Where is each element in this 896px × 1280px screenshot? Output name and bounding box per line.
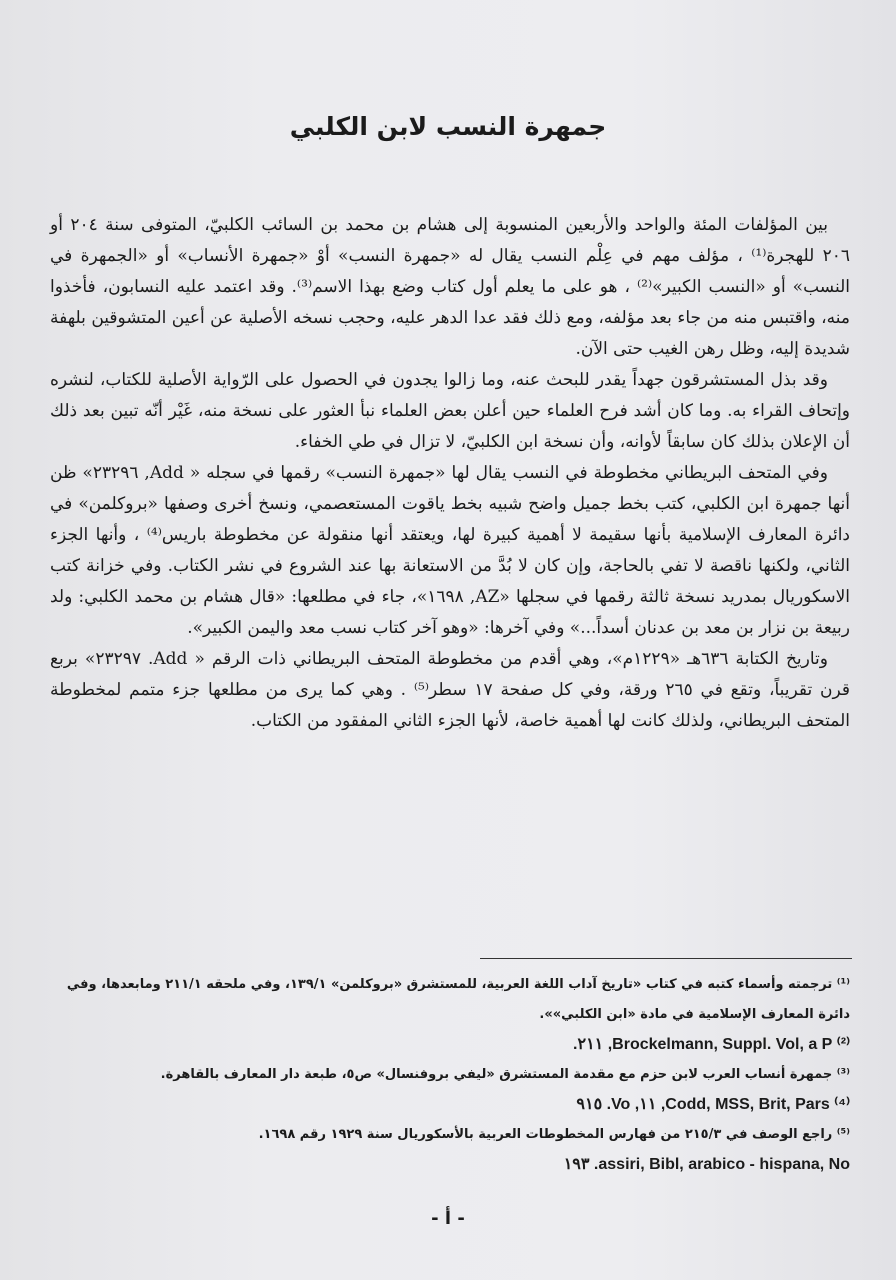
paragraph: وفي المتحف البريطاني مخطوطة في النسب يقال لها «جمهرة النسب» رقمها في سجله « Add, ٢٣٢٩٦» ظن أنها جمهرة ابن الكلبي، كتب بخط جميل واضح شبيه بخط ياقوت المستعصمي، ونسخ أخرى وصفها «بروكلمن» في دائرة المعارف الإسلامية بأنها سقيمة لا أهمية كبيرة لها، ويعتقد أنها منقولة عن مخطوطة باريس⁽⁴⁾ ، وأنها الجزء الثاني، ولكنها ناقصة لا تفي بالحاجة، وإن كان لا بُدَّ من الاستعانة بها عند الشروع في نشر الكتاب. وفي خزانة كتب الاسكوريال بمدريد نسخة ثالثة رقمها في سجلها «AZ, ١٦٩٨»، جاء في مطلعها: «قال هشام بن محمد الكلبي: ولد ربيعة بن نزار بن معد بن عدنان أسداً...» وفي آخرها: «وهو آخر كتاب نسب معد واليمن الكبير». <box>50 463 850 638</box>
footnote-divider <box>480 958 852 959</box>
footnotes <box>50 970 850 1180</box>
footnote: ⁽¹⁾ ترجمته وأسماء كتبه في كتاب «تاريخ آداب اللغة العربية، للمستشرق «بروكلمن» ١٣٩/١، وفي ملحقه ٢١١/١ ومابعدها، وفي دائرة المعارف الإسلامية في مادة «ابن الكلبي»». <box>66 977 850 1022</box>
paragraph: بين المؤلفات المئة والواحد والأربعين المنسوبة إلى هشام بن محمد بن السائب الكلبيّ، المتوفى سنة ٢٠٤ أو ٢٠٦ للهجرة⁽¹⁾ ، مؤلف مهم في عِلْم النسب يقال له «جمهرة النسب» أوْ «جمهرة الأنساب» أو «الجمهرة في النسب» أو «النسب الكبير»⁽²⁾ ، هو على ما يعلم أول كتاب وضع بهذا الاسم⁽³⁾. وقد اعتمد عليه النسابون، فأخذوا منه، واقتبس منه من جاء بعد مؤلفه، ومع ذلك فقد عدا الدهر عليه، وحجب نسخه الأصلية عن أعين المتشوقين بلهفة شديدة إليه، وظل رهن الغيب حتى الآن. <box>50 215 851 359</box>
page-number: - أ - <box>431 1208 465 1229</box>
footnote: ⁽²⁾ Brockelmann, Suppl. Vol, a P, ٢١١. <box>573 1036 850 1053</box>
footnote: ⁽⁴⁾ Codd, MSS, Brit, Pars, ١١, Vo. ٩١٥ <box>576 1096 850 1113</box>
paragraph: وقد بذل المستشرقون جهداً يقدر للبحث عنه، وما زالوا يجدون في الحصول على الرّواية الأصلية للكتاب، لنشره وإتحاف القراء به. وما كان أشد فرح العلماء حين أعلن بعض العلماء نبأ العثور على نسخة منه، غَيْر أنّه تبين بعد ذلك أن الإعلان بذلك كان سابقاً لأوانه، وأن نسخة ابن الكلبيّ، لا تزال في طي الخفاء. <box>50 370 850 452</box>
paragraph: وتاريخ الكتابة ٦٣٦هـ «١٢٢٩م»، وهي أقدم من مخطوطة المتحف البريطاني ذات الرقم « Add. ٢٣٢٩٧» بربع قرن تقريباً، وتقع في ٢٦٥ ورقة، وفي كل صفحة ١٧ سطر⁽⁵⁾ . وهي كما يرى من مطلعها جزء متمم لمخطوطة المتحف البريطاني، ولذلك كانت لها أهمية خاصة، لأنها الجزء الثاني المفقود من الكتاب. <box>50 649 850 731</box>
body-text <box>50 210 850 737</box>
footnote: assiri, Bibl, arabico - hispana, No. ١٩٣ <box>563 1156 850 1173</box>
footnote: ⁽³⁾ جمهرة أنساب العرب لابن حزم مع مقدمة المستشرق «ليفي بروفنسال» ص٥، طبعة دار المعارف بالقاهرة. <box>160 1067 850 1082</box>
page-title: جمهرة النسب لابن الكلبي <box>289 112 607 141</box>
footnote: ⁽⁵⁾ راجع الوصف في ٢١٥/٣ من فهارس المخطوطات العربية بالأسكوريال سنة ١٩٢٩ رقم ١٦٩٨. <box>258 1127 850 1142</box>
